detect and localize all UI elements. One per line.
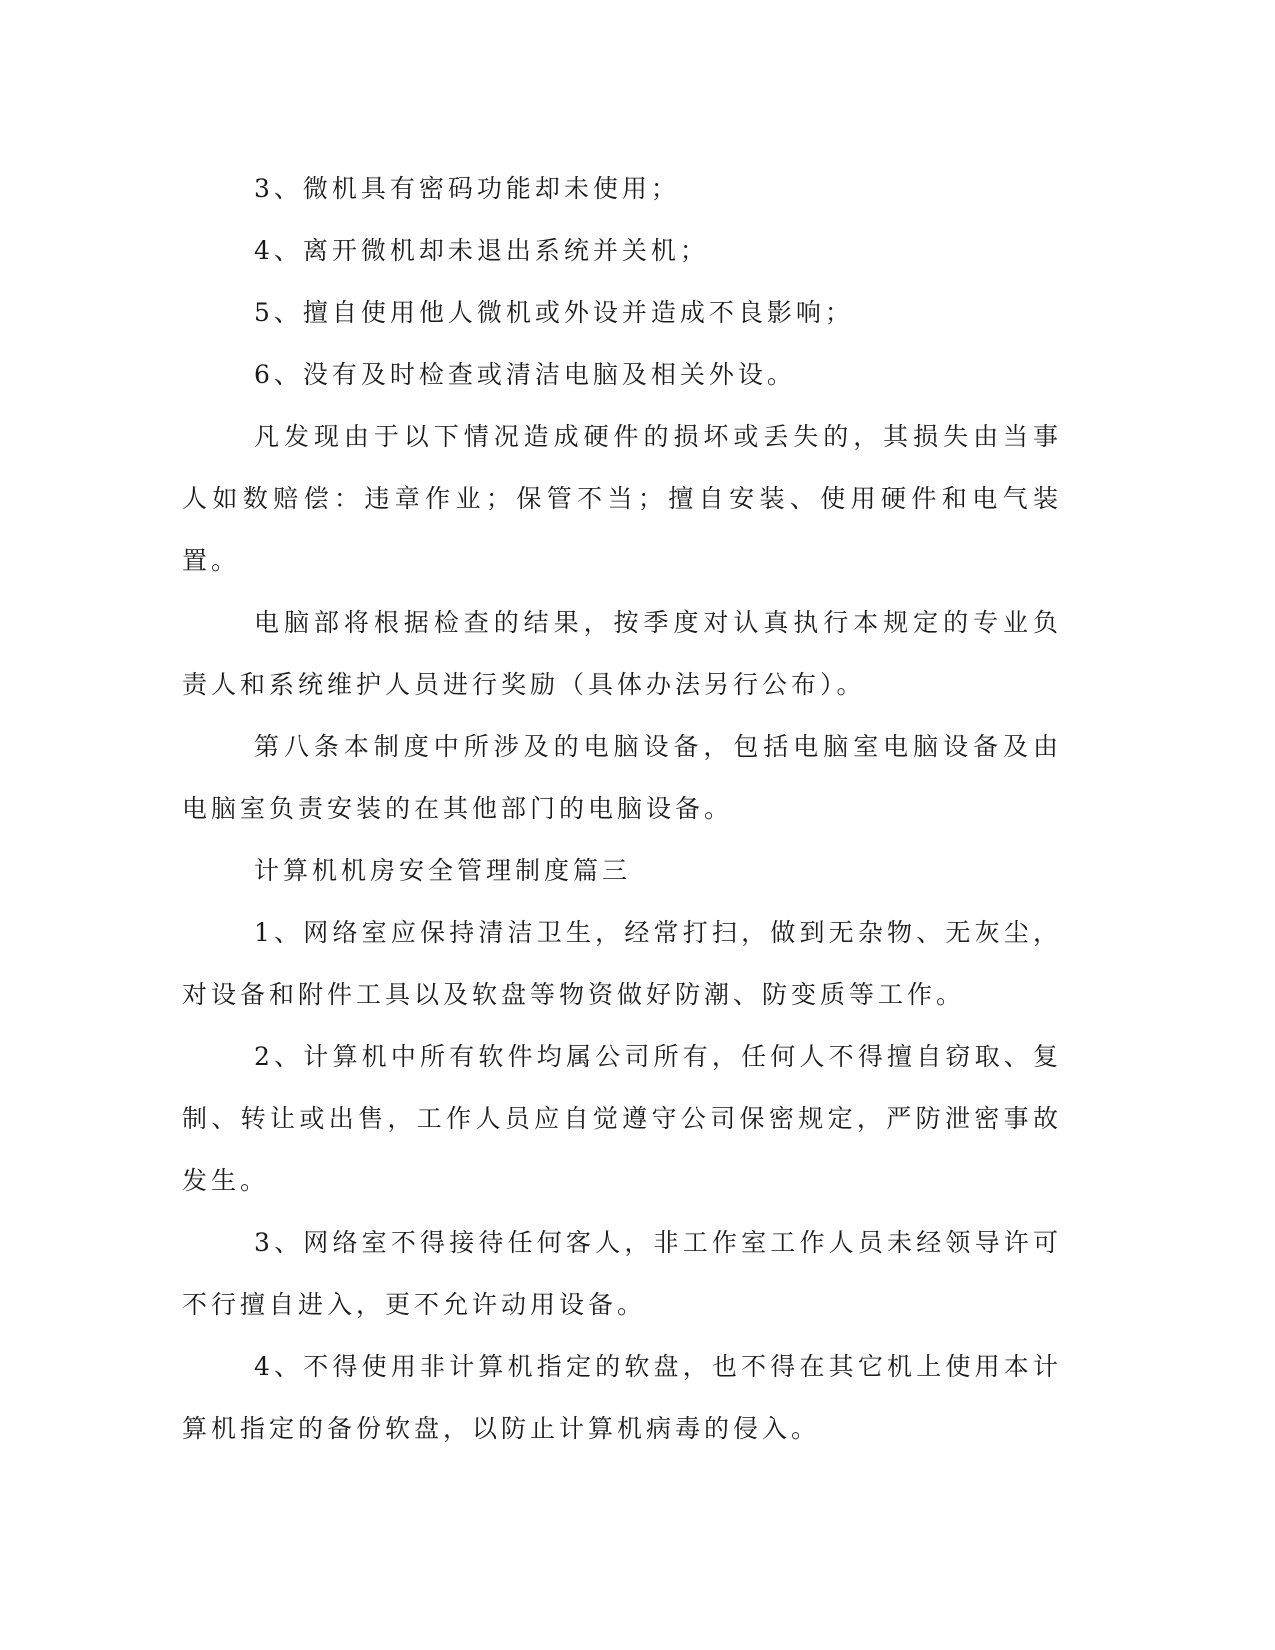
paragraph: 4、离开微机却未退出系统并关机； — [254, 236, 709, 265]
document-body — [182, 158, 1062, 1460]
paragraph: 1、网络室应保持清洁卫生，经常打扫，做到无杂物、无灰尘，对设备和附件工具以及软盘等物资做好防潮、防变质等工作。 — [182, 918, 1062, 1009]
section-heading: 计算机机房安全管理制度篇三 — [254, 856, 632, 885]
paragraph: 5、擅自使用他人微机或外设并造成不良影响； — [254, 298, 854, 327]
paragraph: 电脑部将根据检查的结果，按季度对认真执行本规定的专业负责人和系统维护人员进行奖励（具体办法另行公布）。 — [182, 608, 1062, 699]
paragraph: 3、网络室不得接待任何客人，非工作室工作人员未经领导许可不行擅自进入，更不允许动用设备。 — [182, 1228, 1062, 1319]
paragraph: 4、不得使用非计算机指定的软盘，也不得在其它机上使用本计算机指定的备份软盘，以防止计算机病毒的侵入。 — [182, 1352, 1062, 1443]
paragraph: 2、计算机中所有软件均属公司所有，任何人不得擅自窃取、复制、转让或出售，工作人员应自觉遵守公司保密规定，严防泄密事故发生。 — [182, 1042, 1062, 1195]
paragraph: 第八条本制度中所涉及的电脑设备，包括电脑室电脑设备及由电脑室负责安装的在其他部门的电脑设备。 — [182, 732, 1062, 823]
paragraph: 6、没有及时检查或清洁电脑及相关外设。 — [254, 360, 796, 389]
paragraph: 3、微机具有密码功能却未使用； — [254, 174, 680, 203]
paragraph: 凡发现由于以下情况造成硬件的损坏或丢失的，其损失由当事人如数赔偿：违章作业；保管不当；擅自安装、使用硬件和电气装置。 — [182, 422, 1062, 575]
